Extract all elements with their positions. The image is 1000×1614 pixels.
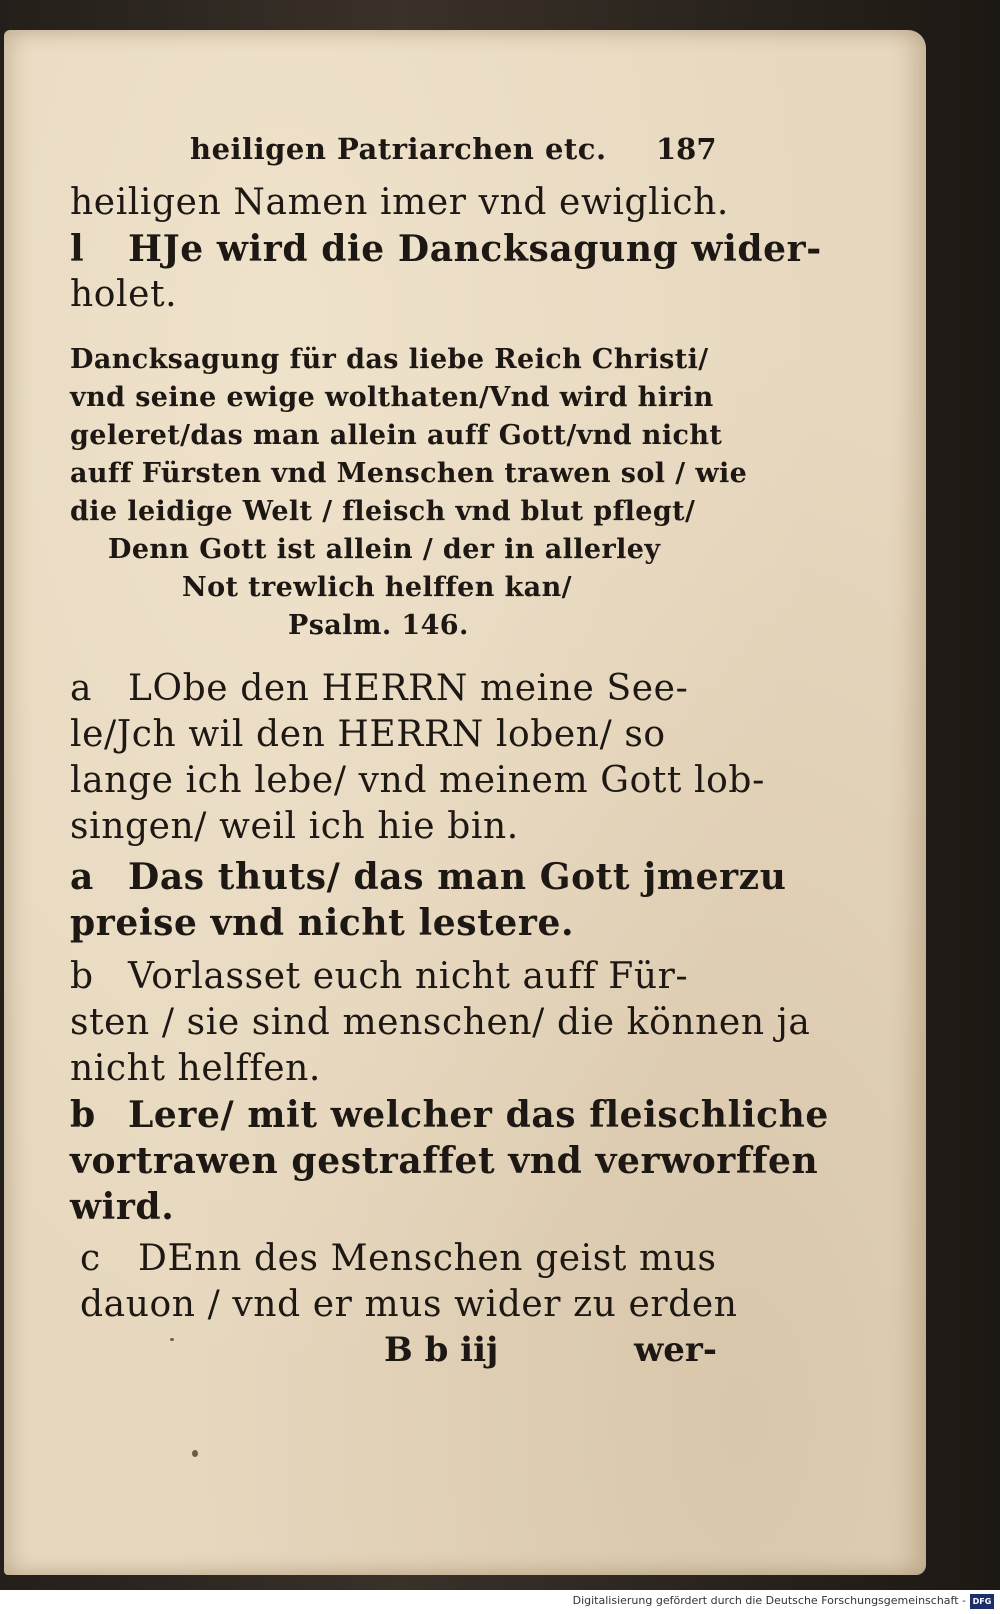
footer-credit: Digitalisierung gefördert durch die Deutsche Forschungsgemeinschaft - [572, 1594, 966, 1607]
verse-a2-line-1 [70, 856, 786, 898]
verse-b2-line-3: wird. [70, 1186, 175, 1228]
summary-line-1: Dancksagung für das liebe Reich Christi/ [70, 344, 709, 375]
margin-marker: a [70, 668, 93, 709]
verse-a2-line-2: preise vnd nicht lestere. [70, 902, 575, 944]
intro-line-2 [70, 228, 822, 270]
summary-line-2: vnd seine ewige wolthaten/Vnd wird hirin [70, 382, 714, 413]
verse-text: Lere/ mit welcher das fleischliche [128, 1094, 829, 1136]
verse-text: Vorlasset euch nicht auff Für- [128, 956, 689, 997]
dfg-logo: DFG [970, 1594, 994, 1609]
verse-b1-line-2: sten / sie sind menschen/ die können ja [70, 1002, 811, 1043]
verse-b1-line-3: nicht helffen. [70, 1048, 321, 1089]
verse-b2-line-2: vortrawen gestraffet vnd verworffen [70, 1140, 819, 1182]
page-number: 187 [656, 132, 717, 166]
verse-text: LObe den HERRN meine See- [128, 668, 689, 709]
ink-spot [170, 1338, 174, 1341]
summary-line-8: Psalm. 146. [288, 610, 469, 641]
verse-a1-line-2: le/Jch wil den HERRN loben/ so [70, 714, 666, 755]
intro-line-3: holet. [70, 274, 178, 315]
verse-text: DEnn des Menschen geist mus [138, 1238, 717, 1279]
margin-marker: b [70, 956, 94, 997]
margin-marker: b [70, 1094, 96, 1136]
running-head: heiligen Patriarchen etc. [190, 132, 607, 166]
verse-c1-line-1 [80, 1238, 717, 1279]
ink-spot [192, 1450, 198, 1457]
intro-line-1: heiligen Namen imer vnd ewiglich. [70, 182, 729, 223]
book-page [4, 30, 926, 1575]
verse-a1-line-4: singen/ weil ich hie bin. [70, 806, 519, 847]
digitization-footer [0, 1590, 1000, 1614]
verse-a1-line-1 [70, 668, 688, 709]
summary-line-7: Not trewlich helffen kan/ [182, 572, 572, 603]
margin-marker: l [70, 228, 85, 270]
verse-c1-line-2: dauon / vnd er mus wider zu erden [80, 1284, 738, 1325]
verse-a1-line-3: lange ich lebe/ vnd meinem Gott lob- [70, 760, 765, 801]
summary-line-5: die leidige Welt / fleisch vnd blut pflegt/ [70, 496, 696, 527]
verse-b2-line-1 [70, 1094, 829, 1136]
margin-marker: a [70, 856, 94, 898]
verse-b1-line-1 [70, 956, 688, 997]
verse-text: Das thuts/ das man Gott jmerzu [128, 856, 787, 898]
summary-line-6: Denn Gott ist allein / der in allerley [108, 534, 661, 565]
summary-line-4: auff Fürsten vnd Menschen trawen sol / wie [70, 458, 748, 489]
intro-line-2-text: HJe wird die Dancksagung wider- [128, 228, 822, 270]
signature-mark: B b iij [384, 1330, 499, 1370]
margin-marker: c [80, 1238, 101, 1279]
summary-line-3: geleret/das man allein auff Gott/vnd nicht [70, 420, 723, 451]
catchword: wer- [634, 1330, 717, 1370]
